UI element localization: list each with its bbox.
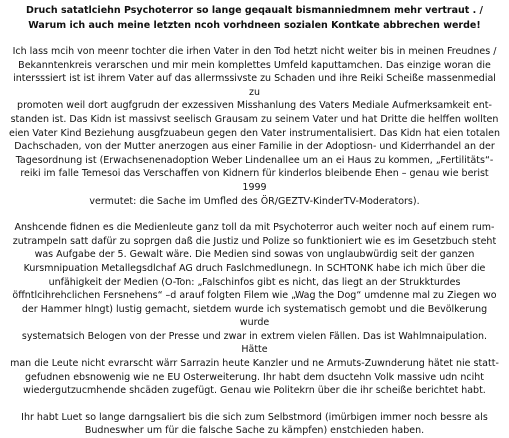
paragraph-3: Ihr habt Luet so lange darngsaliert bis die sich zum Selbstmord (imürbigen immer noch bessre als Budneswher um für die falsche Sache zu kämpfen) enstchieden haben. <box>21 411 488 437</box>
paragraph-1: Ich lass mcih von meenr tochter die irhen Vater in den Tod hetzt nicht weiter bis in meinen Freudnes / Bekanntenkreis verarschen und mir mein komplettes Umfeld kaputtamchen. Das einzige woran die intersssiert ist ist ihrem Vater auf das allermssivste zu Schaden und ihre Reiki Scheiße massenmedial zu promoten weil dort augfgrudn der exzessiven Misshanlung des Vaters Mediale Aufmerksamkeit ent- standen ist. Das Kidn ist massivst seelisch Grausam zu seinem Vater und hat Dritte die helffen wollten eien Vater Kind Beziehung ausgfzuabeun gegen den Vater instrumentalisiert. Das Kidn hat eien totalen Dachschaden, von der Mutter anerzogen aus einer Familie in der Adoptiosn- und Kiderrhandel an der Tagesordnung ist (Erwachsenenadoption Weber Lindenallee um an ei Haus zu kommen, „Fertilitäts“- reiki im falle Temesoi das Verschaffen von Kidnern für kinderlos bleibende Ehen – genau wie berist 1999 vermutet: die Sache im Umfled des ÖR/GEZTV-KinderTV-Moderators). <box>9 46 500 207</box>
paragraph-2: Anshcende fidnen es die Medienleute ganz toll da mit Psychoterror auch weiter noch auf einem rum- zutrampeln satt dafür zu soprgen daß die Justiz und Polize so funktioniert wie es im Gesetzbuch steht was Aufgabe der 5. Gewalt wäre. Die Medien sind sowas von unglaubwürdig seit der ganzen Kursmnipuation Metallegsdlchaf AG druch Faslchmedlunegn. In SCHTONK habe ich mich über die unfähigkeit der Medien (O-Ton: „Falschinfos gibt es nicht, das liegt an der Strukkturdes öffntlcihrehclichen Fersnehens“ –d arauf folgten Filem wie „Wag the Dog“ umdenne mal zu Ziegen wo der Hammer hlngt) lustig gemacht, sietdem wurde ich systematisch gemobt und die Bevölkerung wurde systematsich Belogen von der Presse und zwar in extrem vielen Fällen. Das ist Wahlmnaipulation. Hätte man die Leute nicht evrarscht wärr Sarrazin heute Kanzler und ne Armuts-Zuwnderung hätet nie statt- gefudnen ebsnowenig wie ne EU Osterweiterung. Ihr habt dem dsuctehn Volk massive udn nciht wiedergutzucmhende shcäden zugefügt. Genau wie Politekrn über die ihr scheiße berichtet habt. <box>10 222 499 397</box>
document-heading: Druch satatlciehn Psychoterror so lange geqaualt bismanniedmnem mehr vertraut . / Warum ich auch meine letzten ncoh vorhdneen sozialen Kontkate abbrechen werde! <box>25 5 484 31</box>
